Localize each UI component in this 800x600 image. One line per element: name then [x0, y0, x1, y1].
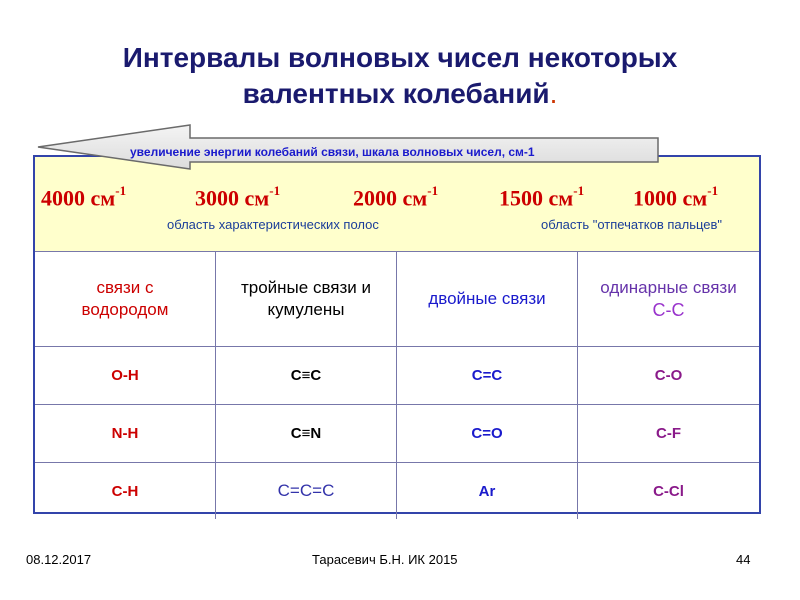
footer-page-number: 44	[736, 552, 751, 567]
header-triple: тройные связи и кумулены	[216, 251, 397, 346]
cell-cn-triple: C≡N	[216, 405, 397, 462]
wavenumber-4000: 4000 $см^{-1}$	[41, 183, 127, 211]
cell-ccl-single: C-Cl	[653, 482, 684, 500]
cell-co-double: C=O	[397, 405, 578, 462]
region-fingerprint: область "отпечатков пальцев"	[541, 217, 723, 232]
header-hydrogen: связи с водородом	[35, 251, 216, 346]
scale-header	[35, 157, 759, 252]
region-characteristic: область характеристических полос	[167, 217, 379, 232]
footer-author: Тарасевич Б.Н. ИК 2015	[312, 552, 458, 567]
column-headers	[35, 251, 759, 347]
cell-allene: C=C=C	[216, 463, 397, 519]
bond-grid	[35, 251, 759, 519]
header-double: двойные связи	[397, 251, 578, 346]
wavenumber-1000: 1000 $см^{-1}$	[633, 183, 719, 211]
wavenumber-table	[33, 155, 761, 514]
title-line-1: Интервалы волновых чисел некоторых	[122, 42, 678, 73]
title-line-2: валентных колебаний.	[242, 78, 558, 109]
wavenumber-1500: 1500 $см^{-1}$	[499, 183, 585, 211]
cell-ch: C-H	[35, 463, 216, 519]
cell-cc-triple: C≡C	[216, 347, 397, 404]
wavenumber-3000: 3000 $см^{-1}$	[195, 183, 281, 211]
wavenumber-2000: 2000 $см^{-1}$	[353, 183, 439, 211]
table-row	[35, 463, 759, 519]
slide-title	[0, 40, 800, 112]
table-row	[35, 405, 759, 463]
cell-co-single: C-O	[654, 367, 683, 384]
table-row	[35, 347, 759, 405]
cell-cc-double: C=C	[397, 347, 578, 404]
cell-cf-single: C-F	[656, 425, 681, 442]
cell-aromatic: Ar	[397, 463, 578, 519]
arrow-label: увеличение энергии колебаний связи, шкала волновых чисел, см-1	[130, 145, 535, 159]
footer-date: 08.12.2017	[26, 552, 92, 567]
cell-nh: N-H	[35, 405, 216, 462]
title-dot: .	[549, 78, 558, 109]
cell-oh: O-H	[35, 347, 216, 404]
header-single: одинарные связи C-C	[600, 277, 737, 320]
